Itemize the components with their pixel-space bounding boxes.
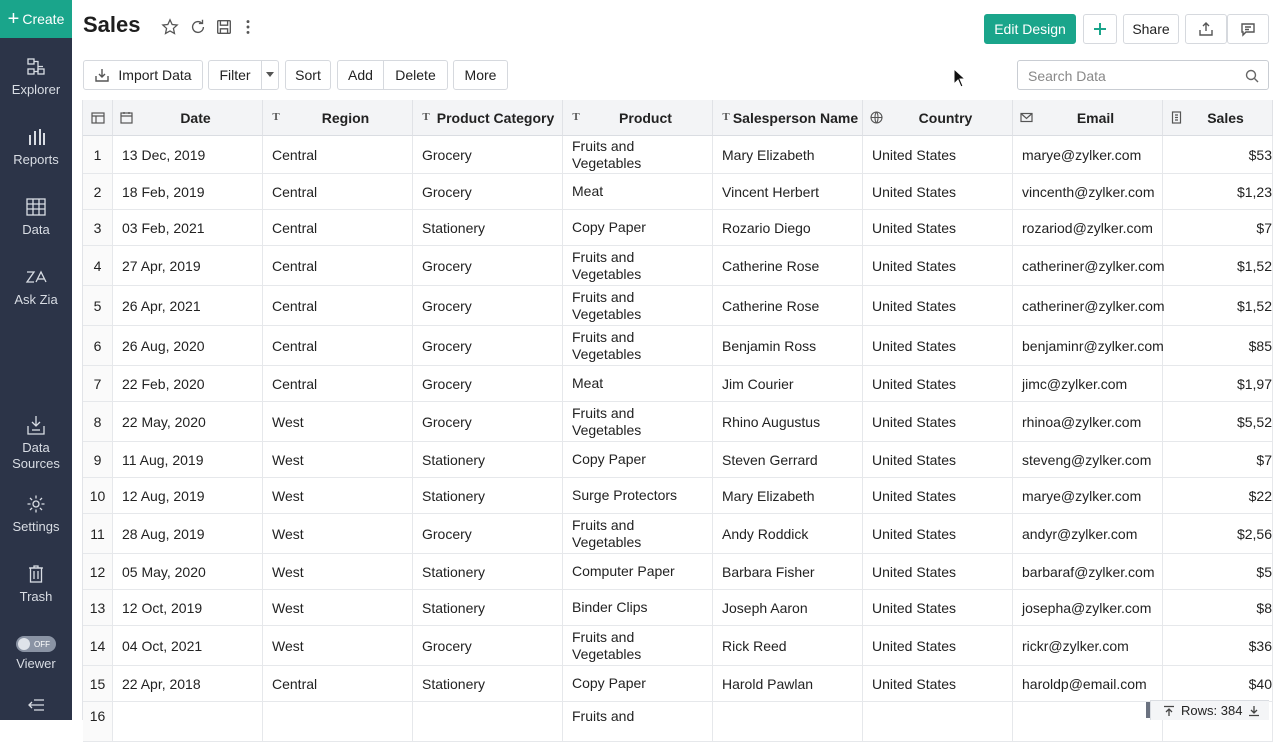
column-header-label: Email [1076,109,1115,126]
table-cell[interactable]: Stationery [413,478,563,513]
page-title: Sales [83,12,141,37]
table-cell[interactable]: 27 Apr, 2019 [113,246,263,285]
table-cell[interactable]: 05 May, 2020 [113,554,263,589]
table-row[interactable] [83,442,1273,478]
text-icon: T [422,111,430,123]
table-cell[interactable]: 22 Feb, 2020 [113,366,263,401]
column-header-salesperson-name[interactable] [713,100,863,136]
table-cell[interactable]: Catherine Rose [713,286,863,325]
table-cell[interactable]: Stationery [413,590,563,625]
sort-button[interactable]: Sort [285,60,331,90]
sidebar-item-label: Data [22,222,50,237]
delete-button[interactable]: Delete [383,60,448,90]
table-cell[interactable]: United States [863,590,1013,625]
table-cell[interactable]: $53 [1163,136,1273,173]
table-cell[interactable]: Meat [563,174,713,209]
table-row[interactable] [83,174,1273,210]
table-cell[interactable]: Binder Clips [563,590,713,625]
column-header-label: Region [321,109,370,126]
table-cell[interactable]: $5,52 [1163,402,1273,441]
column-header-label: Country [918,109,973,126]
table-cell[interactable]: 03 Feb, 2021 [113,210,263,245]
table-cell[interactable]: Stationery [413,442,563,477]
table-cell[interactable]: Meat [563,366,713,401]
table-cell[interactable]: $1,52 [1163,286,1273,325]
table-cell[interactable]: Central [263,366,413,401]
table-row[interactable] [83,702,1273,742]
table-cell[interactable]: Joseph Aaron [713,590,863,625]
table-cell[interactable]: Fruits and Vegetables [563,286,713,325]
table-cell[interactable]: Steven Gerrard [713,442,863,477]
row-number[interactable]: 7 [83,366,113,401]
column-header-product[interactable] [563,100,713,136]
table-row[interactable] [83,210,1273,246]
table-cell[interactable]: Barbara Fisher [713,554,863,589]
table-cell[interactable]: $36 [1163,626,1273,665]
table-cell[interactable] [863,702,1013,741]
column-header-label: Sales [1207,109,1244,126]
table-cell[interactable]: Fruits and Vegetables [563,626,713,665]
table-cell[interactable]: Grocery [413,246,563,285]
text-icon: T [272,111,280,123]
table-cell[interactable]: Computer Paper [563,554,713,589]
table-row[interactable] [83,554,1273,590]
table-cell[interactable]: West [263,402,413,441]
share-button[interactable]: Share [1123,14,1179,44]
search-icon[interactable] [1244,68,1260,84]
table-cell[interactable]: Central [263,136,413,173]
export-button[interactable] [1185,14,1227,44]
table-cell[interactable]: Stationery [413,554,563,589]
table-cell[interactable]: marye@zylker.com [1013,478,1163,513]
table-row[interactable] [83,326,1273,366]
row-number[interactable]: 3 [83,210,113,245]
table-cell[interactable] [713,702,863,741]
table-cell[interactable]: Rozario Diego [713,210,863,245]
row-number[interactable]: 15 [83,666,113,701]
search-input[interactable] [1028,67,1238,85]
text-icon: T [722,111,730,123]
table-cell[interactable]: 11 Aug, 2019 [113,442,263,477]
data-sources-icon [25,414,47,436]
row-number[interactable]: 2 [83,174,113,209]
table-cell[interactable]: United States [863,514,1013,553]
row-number[interactable]: 13 [83,590,113,625]
chevron-down-icon [266,72,274,78]
edit-design-button[interactable]: Edit Design [984,14,1076,44]
table-cell[interactable]: 13 Dec, 2019 [113,136,263,173]
row-number[interactable]: 9 [83,442,113,477]
table-cell[interactable]: Grocery [413,626,563,665]
refresh-icon[interactable] [188,17,208,37]
import-icon [94,67,110,83]
table-cell[interactable]: $1,97 [1163,366,1273,401]
sidebar-item-label: Explorer [11,82,61,97]
table-cell[interactable]: Fruits and Vegetables [563,246,713,285]
column-header-label: Salesperson Name [732,109,859,126]
table-row[interactable] [83,402,1273,442]
sidebar-item-label: Ask Zia [14,292,58,307]
row-number[interactable]: 8 [83,402,113,441]
column-header-label: Product [619,109,672,126]
gear-icon [25,493,47,515]
table-cell[interactable]: catheriner@zylker.com [1013,286,1163,325]
table-cell[interactable]: United States [863,366,1013,401]
table-cell[interactable]: vincenth@zylker.com [1013,174,1163,209]
table-cell[interactable]: $40 [1163,666,1273,701]
sidebar [0,0,72,720]
table-cell[interactable]: benjaminr@zylker.com [1013,326,1163,365]
reports-icon [25,126,47,148]
table-cell[interactable]: barbaraf@zylker.com [1013,554,1163,589]
toggle-text: OFF [34,639,50,649]
plus-icon [1093,22,1107,36]
table-cell[interactable]: Copy Paper [563,210,713,245]
table-cell[interactable] [113,702,263,741]
table-cell[interactable]: Grocery [413,286,563,325]
table-cell[interactable]: $7 [1163,442,1273,477]
column-header-country[interactable] [863,100,1013,136]
table-cell[interactable]: United States [863,626,1013,665]
sidebar-item-trash[interactable] [0,563,72,605]
table-cell[interactable]: $1,52 [1163,246,1273,285]
row-number[interactable]: 10 [83,478,113,513]
table-cell[interactable]: andyr@zylker.com [1013,514,1163,553]
table-row[interactable] [83,590,1273,626]
row-count-bar [1150,700,1269,720]
zia-icon [25,266,47,288]
filter-dropdown-button[interactable] [261,60,279,90]
date-icon [119,110,133,124]
collapse-sidebar-button[interactable] [0,694,72,720]
sidebar-item-label: Settings [12,519,60,534]
more-button[interactable]: More [453,60,508,90]
table-cell[interactable]: Andy Roddick [713,514,863,553]
export-icon [1198,21,1214,37]
table-row[interactable] [83,286,1273,326]
table-cell[interactable]: United States [863,442,1013,477]
row-number[interactable]: 12 [83,554,113,589]
table-cell[interactable]: 12 Oct, 2019 [113,590,263,625]
table-cell[interactable]: steveng@zylker.com [1013,442,1163,477]
more-vertical-icon[interactable] [238,17,258,37]
sidebar-item-reports[interactable] [0,126,72,168]
table-cell[interactable]: United States [863,478,1013,513]
scroll-bottom-icon[interactable] [1248,705,1260,717]
table-cell[interactable]: josepha@zylker.com [1013,590,1163,625]
table-cell[interactable]: $2,56 [1163,514,1273,553]
table-cell[interactable]: United States [863,666,1013,701]
table-row[interactable] [83,626,1273,666]
table-cell[interactable]: United States [863,286,1013,325]
table-cell[interactable]: Benjamin Ross [713,326,863,365]
table-cell[interactable]: Grocery [413,174,563,209]
table-cell[interactable]: rozariod@zylker.com [1013,210,1163,245]
table-row[interactable] [83,136,1273,174]
create-label: Create [22,11,65,27]
filter-button[interactable]: Filter [208,60,262,90]
table-cell[interactable]: West [263,590,413,625]
table-cell[interactable]: United States [863,554,1013,589]
column-header-date[interactable] [113,100,263,136]
plus-icon: + [7,8,20,30]
mail-icon [1019,110,1033,124]
table-cell[interactable]: $5 [1163,554,1273,589]
table-cell[interactable]: Stationery [413,666,563,701]
table-row[interactable] [83,666,1273,702]
explorer-icon [25,56,47,78]
column-header-label: Date [180,109,211,126]
table-cell[interactable]: Copy Paper [563,442,713,477]
column-header-label: Product Category [436,109,555,126]
create-button[interactable] [0,0,72,38]
data-table [82,100,1272,724]
table-cell[interactable]: Central [263,286,413,325]
search-box [1017,60,1269,90]
star-icon[interactable] [160,17,180,37]
toggle-icon[interactable] [16,636,56,652]
table-cell[interactable]: 18 Feb, 2019 [113,174,263,209]
comments-button[interactable] [1227,14,1269,44]
row-number[interactable]: 4 [83,246,113,285]
table-cell[interactable]: Fruits and Vegetables [563,136,713,173]
table-cell[interactable]: Jim Courier [713,366,863,401]
table-cell[interactable]: Surge Protectors [563,478,713,513]
table-cell[interactable]: haroldp@email.com [1013,666,1163,701]
table-cell[interactable]: $1,23 [1163,174,1273,209]
import-data-button[interactable] [83,60,203,90]
sidebar-item-label: Data Sources [12,440,60,471]
table-cell[interactable]: Grocery [413,402,563,441]
table-cell[interactable]: Fruits and Vegetables [563,514,713,553]
table-cell[interactable]: United States [863,174,1013,209]
row-number[interactable]: 5 [83,286,113,325]
row-number[interactable]: 11 [83,514,113,553]
table-cell[interactable]: Central [263,246,413,285]
trash-icon [25,563,47,585]
table-cell[interactable]: marye@zylker.com [1013,136,1163,173]
table-cell[interactable]: Grocery [413,514,563,553]
sidebar-item-settings[interactable] [0,493,72,535]
sidebar-item-explorer[interactable] [0,56,72,98]
table-cell[interactable]: $8 [1163,590,1273,625]
table-cell[interactable]: Vincent Herbert [713,174,863,209]
sidebar-item-data[interactable] [0,196,72,238]
table-cell[interactable] [263,702,413,741]
table-cell[interactable]: United States [863,210,1013,245]
table-cell[interactable]: Grocery [413,136,563,173]
data-icon [25,196,47,218]
sidebar-item-label: Trash [19,589,53,604]
table-cell[interactable]: United States [863,136,1013,173]
add-button[interactable] [1083,14,1117,44]
scroll-top-icon[interactable] [1163,705,1175,717]
table-settings-icon [91,111,105,125]
table-cell[interactable]: Central [263,174,413,209]
table-row[interactable] [83,366,1273,402]
table-cell[interactable]: Copy Paper [563,666,713,701]
table-cell[interactable]: 12 Aug, 2019 [113,478,263,513]
table-cell[interactable]: West [263,478,413,513]
text-icon: T [572,111,580,123]
sidebar-item-label: Reports [13,152,59,167]
table-cell[interactable]: rhinoa@zylker.com [1013,402,1163,441]
table-cell[interactable]: West [263,554,413,589]
column-header-sales[interactable] [1163,100,1273,136]
sidebar-item-data-sources[interactable] [0,414,72,472]
row-number[interactable]: 1 [83,136,113,173]
table-cell[interactable]: Mary Elizabeth [713,478,863,513]
row-number[interactable]: 16 [83,702,113,741]
table-cell[interactable]: Grocery [413,366,563,401]
table-row[interactable] [83,514,1273,554]
import-data-label: Import Data [118,67,192,83]
row-number[interactable]: 14 [83,626,113,665]
row-number[interactable]: 6 [83,326,113,365]
table-cell[interactable]: West [263,442,413,477]
table-cell[interactable] [413,702,563,741]
table-cell[interactable]: Central [263,666,413,701]
globe-icon [869,110,883,124]
table-cell[interactable]: $7 [1163,210,1273,245]
table-cell[interactable] [1013,702,1163,741]
table-cell[interactable]: jimc@zylker.com [1013,366,1163,401]
table-cell[interactable]: 22 Apr, 2018 [113,666,263,701]
table-cell[interactable]: 26 Apr, 2021 [113,286,263,325]
table-cell[interactable]: Rhino Augustus [713,402,863,441]
table-cell[interactable]: Fruits and Vegetables [563,326,713,365]
table-cell[interactable]: $85 [1163,326,1273,365]
sidebar-item-ask-zia[interactable] [0,266,72,308]
table-cell[interactable]: $22 [1163,478,1273,513]
table-cell[interactable]: West [263,626,413,665]
collapse-icon [25,694,47,716]
table-cell[interactable]: Mary Elizabeth [713,136,863,173]
select-all-corner[interactable] [83,100,113,136]
comment-icon [1240,21,1256,37]
table-cell[interactable]: West [263,514,413,553]
table-cell[interactable]: Stationery [413,210,563,245]
table-cell[interactable]: 04 Oct, 2021 [113,626,263,665]
table-cell[interactable]: Rick Reed [713,626,863,665]
table-cell[interactable]: Fruits and [563,702,713,741]
table-cell[interactable]: catheriner@zylker.com [1013,246,1163,285]
table-row[interactable] [83,478,1273,514]
table-cell[interactable]: United States [863,246,1013,285]
table-cell[interactable]: Central [263,210,413,245]
column-header-region[interactable] [263,100,413,136]
sidebar-item-viewer[interactable] [0,636,72,672]
table-cell[interactable]: 28 Aug, 2019 [113,514,263,553]
table-cell[interactable]: United States [863,326,1013,365]
sidebar-item-label: Viewer [16,656,56,671]
currency-icon [1169,110,1183,124]
row-count: Rows: 384 [1181,703,1243,718]
table-cell[interactable]: Catherine Rose [713,246,863,285]
table-cell[interactable]: 26 Aug, 2020 [113,326,263,365]
table-cell[interactable]: Central [263,326,413,365]
table-cell[interactable]: Harold Pawlan [713,666,863,701]
table-cell[interactable]: 22 May, 2020 [113,402,263,441]
table-cell[interactable]: Grocery [413,326,563,365]
table-cell[interactable]: Fruits and Vegetables [563,402,713,441]
table-cell[interactable]: United States [863,402,1013,441]
save-icon[interactable] [214,17,234,37]
add-row-button[interactable]: Add [337,60,384,90]
column-header-product-category[interactable] [413,100,563,136]
table-row[interactable] [83,246,1273,286]
toggle-knob [18,638,30,650]
mouse-cursor [953,68,967,88]
column-header-email[interactable] [1013,100,1163,136]
table-cell[interactable]: rickr@zylker.com [1013,626,1163,665]
